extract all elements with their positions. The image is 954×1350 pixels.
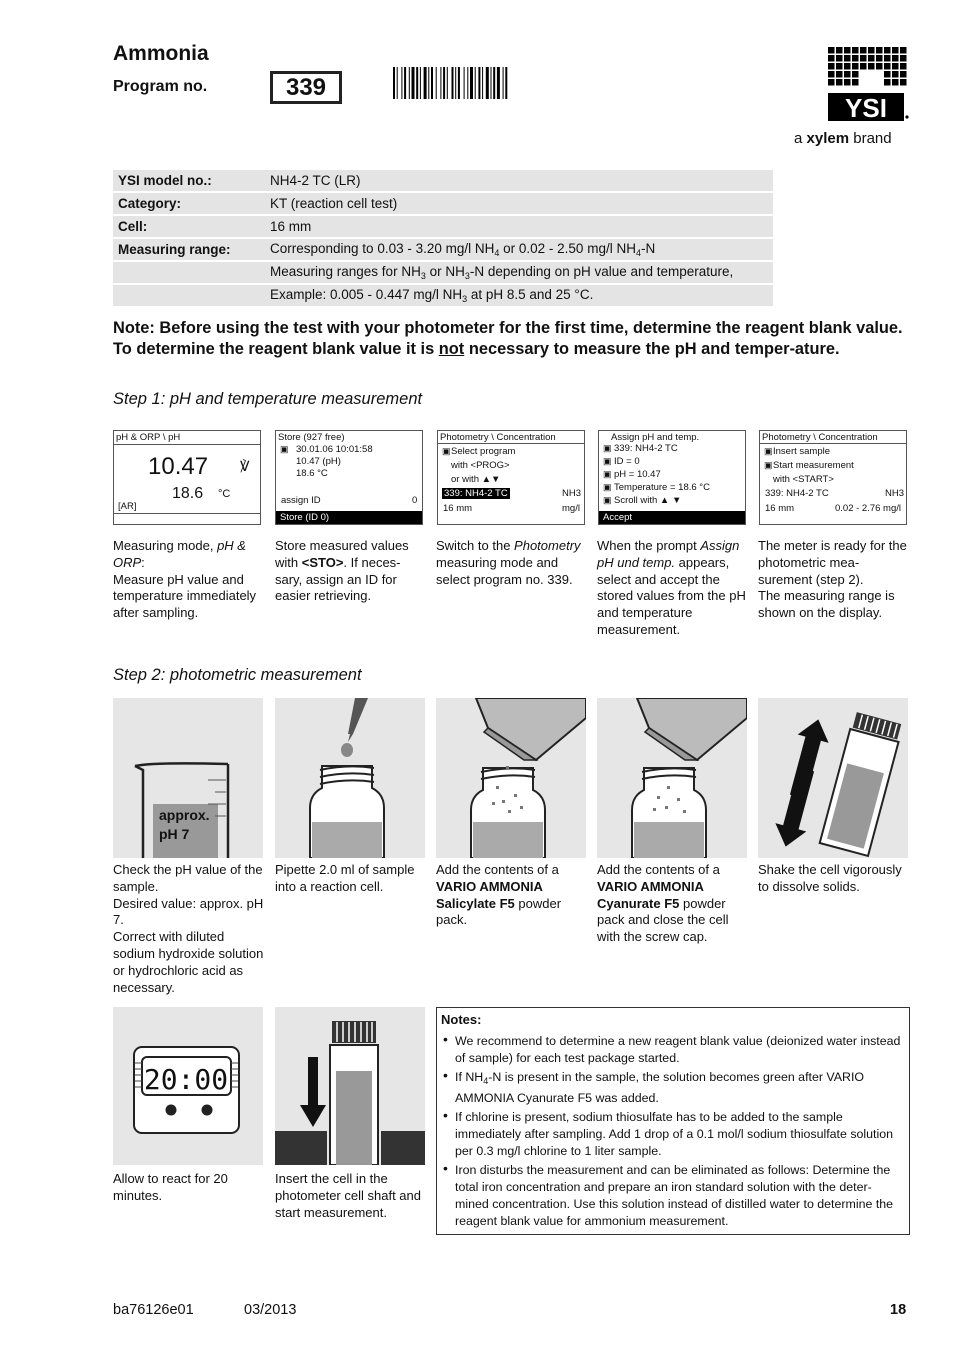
temp-unit: °C xyxy=(218,488,231,500)
powder-pack-cyanurate-illustration xyxy=(597,698,747,858)
timer-illustration xyxy=(113,1007,263,1165)
page-number: 18 xyxy=(890,1302,907,1318)
step2-desc-2: Pipette 2.0 ml of sample into a reaction cell. xyxy=(275,862,415,894)
powder-pack-salicylate-illustration xyxy=(436,698,586,858)
spec-row-category: Category: KT (reaction cell test) xyxy=(113,193,773,214)
footer-date: 03/2013 xyxy=(244,1302,297,1318)
beaker-illustration xyxy=(113,698,263,858)
spec-row-range: Measuring range: Corresponding to 0.03 - 3.20 mg/l $NH_4$ or 0.02 - 2.50 mg/l $NH_4-N$ xyxy=(113,239,773,260)
ph-value: 10.47 xyxy=(148,453,209,480)
logo-text: YSI xyxy=(845,93,887,123)
display-ready-screen: Photometry \ Concentration ▣ Insert sample ▣ Start measurement with <START> 339: NH4-2 TC NH3 16 mm 0.02 - 2.76 mg/l xyxy=(759,430,907,525)
page-title: Ammonia xyxy=(113,42,209,65)
notes-box xyxy=(436,1007,910,1235)
temp-value: 18.6 xyxy=(172,485,204,502)
step2-desc-3: Add the contents of a VARIO AMMONIA Salicylate F5 powder pack. xyxy=(436,862,562,928)
display-program-select-screen: Photometry \ Concentration ▣ Select program with <PROG> or with ▲▼ 339: NH4-2 TC NH3 16 mm mg/l xyxy=(437,430,585,525)
brand-tagline: a xylem brand xyxy=(794,130,892,147)
spec-row-range-note: Measuring ranges for $NH_3$ or $NH_3-N$ depending on pH value and temperature, xyxy=(113,262,773,283)
step2-desc-7: Insert the cell in the photometer cell shaft and start measurement. xyxy=(275,1171,421,1220)
note-item-4: • Iron disturbs the measurement and can be eliminated as follows: Determine the total iron concentration and prepare an iron standard solution with the deter-mined concentration. Use this solution instead of distilled water to determine the reagent blank value for ammonium measurement. xyxy=(441,1162,905,1230)
note-item-3: • If chlorine is present, sodium thiosulfate has to be added to the sample immediately after sampling. Add 1 drop of a 0.1 mol/l sodium thiosulfate solution per 0.3 mg/l chlorine to 1 liter sample. xyxy=(441,1109,905,1160)
note-item-2: • If $NH_4-N$ is present in the sample, the solution becomes green after VARIO AMMONIA Cyanurate F5 was added. xyxy=(441,1069,905,1107)
thermometer-icon: ℣ xyxy=(240,458,250,474)
step2-desc-1: Check the pH value of the sample. Desired value: approx. pH 7. Correct with diluted sodium hydroxide solution or hydrochloric acid as necessary. xyxy=(113,862,264,995)
step1-desc-2: Store measured values with <STO>. If neces-sary, assign an ID for easier retrieving. xyxy=(275,538,409,604)
ar-badge: [AR] xyxy=(118,501,137,512)
program-label: Program no. xyxy=(113,78,208,95)
ysi-logo xyxy=(828,47,910,125)
display-store-screen: Store (927 free) 30.01.06 10:01:58 10.47 (pH) 18.6 °C ▣ assign ID 0 Store (ID 0) xyxy=(275,430,423,525)
step1-desc-3: Switch to the Photometry measuring mode and select program no. 339. xyxy=(436,538,581,587)
spec-row-cell: Cell: 16 mm xyxy=(113,216,773,237)
step2-desc-6: Allow to react for 20 minutes. xyxy=(113,1171,228,1203)
shake-cell-illustration xyxy=(758,698,908,858)
step1-desc-1: Measuring mode, pH & ORP: Measure pH value and temperature immediately after sampling. xyxy=(113,538,257,621)
barcode-image xyxy=(393,67,555,99)
beaker-label: approx. pH 7 xyxy=(159,807,210,842)
spec-row-model: YSI model no.: NH4-2 TC (LR) xyxy=(113,170,773,191)
timer-display: 20:00 xyxy=(143,1063,229,1096)
pipette-illustration xyxy=(275,698,425,858)
step2-desc-4: Add the contents of a VARIO AMMONIA Cyanurate F5 powder pack and close the cell with the screw cap. xyxy=(597,862,729,945)
notes-title: Notes: xyxy=(441,1012,482,1027)
spec-row-example: Example: 0.005 - 0.447 mg/l $NH_3$ at pH 8.5 and 25 °C. xyxy=(113,285,773,306)
step2-desc-5: Shake the cell vigorously to dissolve solids. xyxy=(758,862,902,894)
display-ph-screen: pH & ORP \ pH 10.47 ℣ 18.6 °C [AR] xyxy=(113,430,261,525)
program-number: 339 xyxy=(270,71,342,104)
step1-desc-5: The meter is ready for the photometric mea-surement (step 2). The measuring range is shown on the display. xyxy=(758,538,907,621)
note-item-1: • We recommend to determine a new reagent blank value (deionized water instead of sample) for each test package started. xyxy=(441,1033,905,1067)
info-icon: ▣ xyxy=(280,444,289,454)
insert-cell-illustration xyxy=(275,1007,425,1165)
step1-desc-4: When the prompt Assign pH und temp. appears, select and accept the stored values from the pH and temperature measurement. xyxy=(597,538,746,637)
reagent-blank-note: Note: Before using the test with your photometer for the first time, determine the reagent blank value. To determine the reagent blank value it is not necessary to measure the pH and temper-ature. xyxy=(113,319,903,358)
step1-title: Step 1: pH and temperature measurement xyxy=(113,390,423,408)
step2-title: Step 2: photometric measurement xyxy=(113,666,362,684)
spec-table xyxy=(113,170,773,308)
footer-doc-id: ba76126e01 xyxy=(113,1302,194,1318)
display-assign-screen: Assign pH and temp. ▣ 339: NH4-2 TC ▣ ID = 0 ▣ pH = 10.47 ▣ Temperature = 18.6 °C ▣ Scroll with ▲ ▼ Accept xyxy=(598,430,746,525)
